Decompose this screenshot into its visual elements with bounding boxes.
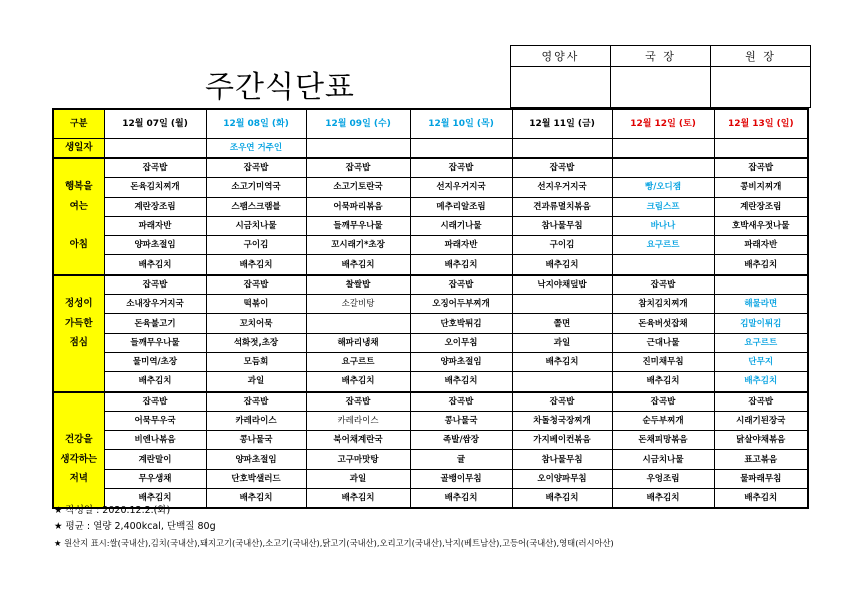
breakfast-menu-cell: 파래자반 (410, 236, 512, 255)
birthday-cell: 조우연 거주인 (206, 139, 306, 159)
approval-sign-cell (511, 67, 611, 108)
lunch-menu-cell: 참치김치찌개 (612, 295, 714, 314)
approval-sign-cell (611, 67, 711, 108)
breakfast-menu-cell: 배추김치 (104, 255, 206, 275)
dinner-menu-cell: 닭살야채볶음 (714, 431, 808, 450)
breakfast-menu-cell: 배추김치 (206, 255, 306, 275)
dinner-menu-cell: 잡곡밥 (206, 392, 306, 412)
note-date: ★ 작성일 : 2020.12.2.(화) (54, 505, 171, 516)
birthday-cell (306, 139, 410, 159)
breakfast-menu-cell: 양파초절임 (104, 236, 206, 255)
breakfast-menu-cell: 콩비지찌개 (714, 178, 808, 197)
breakfast-row (53, 197, 808, 216)
breakfast-menu-cell: 배추김치 (512, 255, 612, 275)
lunch-menu-cell: 김말이튀김 (714, 314, 808, 333)
breakfast-menu-cell: 선지우거지국 (512, 178, 612, 197)
lunch-menu-cell: 잡곡밥 (612, 275, 714, 295)
breakfast-menu-cell: 잡곡밥 (306, 158, 410, 178)
dinner-menu-cell: 참나물무침 (512, 450, 612, 469)
dinner-row (53, 392, 808, 412)
dinner-menu-cell: 어묵무우국 (104, 411, 206, 430)
dinner-menu-cell: 시래기된장국 (714, 411, 808, 430)
breakfast-menu-cell: 배추김치 (714, 255, 808, 275)
breakfast-menu-cell: 메추리알조림 (410, 197, 512, 216)
breakfast-label: 아침 (53, 236, 104, 255)
approval-header-head: 원 장 (711, 46, 811, 67)
lunch-row (53, 314, 808, 333)
lunch-row (53, 275, 808, 295)
breakfast-menu-cell: 구이김 (206, 236, 306, 255)
breakfast-menu-cell (612, 158, 714, 178)
breakfast-menu-cell: 견과류멸치볶음 (512, 197, 612, 216)
dinner-menu-cell: 비엔나볶음 (104, 431, 206, 450)
breakfast-menu-cell: 잡곡밥 (410, 158, 512, 178)
dinner-menu-cell: 잡곡밥 (104, 392, 206, 412)
dinner-menu-cell: 배추김치 (104, 489, 206, 509)
dinner-label: 건강을 (53, 431, 104, 450)
breakfast-menu-cell: 선지우거지국 (410, 178, 512, 197)
lunch-menu-cell: 돈육버섯잡채 (612, 314, 714, 333)
breakfast-menu-cell: 시래기나물 (410, 216, 512, 235)
dinner-menu-cell: 잡곡밥 (714, 392, 808, 412)
lunch-row (53, 372, 808, 392)
lunch-menu-cell (512, 372, 612, 392)
breakfast-menu-cell: 계란장조림 (714, 197, 808, 216)
dinner-menu-cell: 무우생채 (104, 469, 206, 488)
dinner-label (53, 392, 104, 412)
dinner-row (53, 431, 808, 450)
lunch-menu-cell: 물미역/초장 (104, 352, 206, 371)
lunch-menu-cell: 돈육불고기 (104, 314, 206, 333)
breakfast-menu-cell: 돈육김치찌개 (104, 178, 206, 197)
lunch-row (53, 295, 808, 314)
breakfast-row (53, 255, 808, 275)
breakfast-row (53, 216, 808, 235)
breakfast-menu-cell: 호박새우젓나물 (714, 216, 808, 235)
day-header: 12월 09일 (수) (306, 109, 410, 139)
breakfast-menu-cell: 잡곡밥 (104, 158, 206, 178)
dinner-menu-cell: 배추김치 (612, 489, 714, 509)
breakfast-menu-cell: 꼬시래기*초장 (306, 236, 410, 255)
lunch-label: 가득한 (53, 314, 104, 333)
dinner-menu-cell: 시금치나물 (612, 450, 714, 469)
day-header: 12월 10일 (목) (410, 109, 512, 139)
lunch-menu-cell: 근대나물 (612, 333, 714, 352)
lunch-label: 점심 (53, 333, 104, 352)
lunch-menu-cell: 해파리냉채 (306, 333, 410, 352)
header-row (53, 109, 808, 139)
breakfast-menu-cell (612, 255, 714, 275)
lunch-menu-cell: 잡곡밥 (410, 275, 512, 295)
breakfast-menu-cell: 어묵파리볶음 (306, 197, 410, 216)
lunch-menu-cell: 소내장우거지국 (104, 295, 206, 314)
breakfast-menu-cell: 파래자반 (104, 216, 206, 235)
breakfast-menu-cell: 잡곡밥 (714, 158, 808, 178)
dinner-menu-cell: 카레라이스 (206, 411, 306, 430)
dinner-menu-cell: 가지베이컨볶음 (512, 431, 612, 450)
lunch-menu-cell: 잡곡밥 (206, 275, 306, 295)
dinner-menu-cell: 고구마맛탕 (306, 450, 410, 469)
breakfast-menu-cell: 파래자반 (714, 236, 808, 255)
dinner-menu-cell: 잡곡밥 (306, 392, 410, 412)
lunch-label: 정성이 (53, 295, 104, 314)
dinner-menu-cell: 골뱅이무침 (410, 469, 512, 488)
breakfast-menu-cell: 바나나 (612, 216, 714, 235)
dinner-menu-cell: 순두부찌개 (612, 411, 714, 430)
breakfast-menu-cell: 잡곡밥 (206, 158, 306, 178)
dinner-menu-cell: 계란말이 (104, 450, 206, 469)
day-header: 12월 11일 (금) (512, 109, 612, 139)
dinner-menu-cell: 귤 (410, 450, 512, 469)
dinner-menu-cell: 물파래무침 (714, 469, 808, 488)
day-header: 12월 08일 (화) (206, 109, 306, 139)
dinner-menu-cell: 잡곡밥 (512, 392, 612, 412)
breakfast-menu-cell: 잡곡밥 (512, 158, 612, 178)
birthday-cell (104, 139, 206, 159)
birthday-row (53, 139, 808, 159)
dinner-menu-cell: 카레라이스 (306, 411, 410, 430)
lunch-label (53, 372, 104, 392)
dinner-menu-cell: 우엉조림 (612, 469, 714, 488)
weekly-menu-table (52, 108, 809, 509)
dinner-row (53, 411, 808, 430)
day-header: 12월 12일 (토) (612, 109, 714, 139)
lunch-menu-cell: 낙지야채덮밥 (512, 275, 612, 295)
page-title: 주간식단표 (205, 70, 355, 105)
lunch-menu-cell: 배추김치 (512, 352, 612, 371)
note-average: ★ 평균 : 열량 2,400kcal, 단백질 80g (54, 521, 216, 532)
birthday-label: 생일자 (53, 139, 104, 159)
breakfast-label: 행복을 (53, 178, 104, 197)
breakfast-row (53, 158, 808, 178)
lunch-label (53, 352, 104, 371)
lunch-menu-cell: 쫄면 (512, 314, 612, 333)
lunch-menu-cell: 꼬치어묵 (206, 314, 306, 333)
dinner-menu-cell: 차돌청국장찌개 (512, 411, 612, 430)
approval-box (510, 45, 811, 108)
dinner-menu-cell: 콩나물국 (206, 431, 306, 450)
dinner-menu-cell: 북어채계란국 (306, 431, 410, 450)
breakfast-menu-cell: 구이김 (512, 236, 612, 255)
header-label: 구분 (53, 109, 104, 139)
dinner-menu-cell: 양파초절임 (206, 450, 306, 469)
lunch-label (53, 275, 104, 295)
lunch-menu-cell: 오징어두부찌개 (410, 295, 512, 314)
dinner-menu-cell: 콩나물국 (410, 411, 512, 430)
approval-header-nutritionist: 영양사 (511, 46, 611, 67)
lunch-menu-cell: 양파초절임 (410, 352, 512, 371)
breakfast-menu-cell: 소고기토란국 (306, 178, 410, 197)
dinner-menu-cell: 배추김치 (512, 489, 612, 509)
lunch-row (53, 352, 808, 371)
day-header: 12월 07일 (월) (104, 109, 206, 139)
dinner-label (53, 411, 104, 430)
approval-sign-cell (711, 67, 811, 108)
breakfast-menu-cell: 계란장조림 (104, 197, 206, 216)
lunch-menu-cell: 소갈비탕 (306, 295, 410, 314)
note-origin: ★ 원산지 표시:쌀(국내산),김치(국내산),돼지고기(국내산),소고기(국내산),닭고기(국내산),오리고기(국내산),낙지(베트남산),고등어(국내산),영태(러시아산) (54, 538, 614, 548)
birthday-cell (512, 139, 612, 159)
lunch-menu-cell: 단호박튀김 (410, 314, 512, 333)
lunch-menu-cell: 잡곡밥 (104, 275, 206, 295)
lunch-menu-cell: 해물라면 (714, 295, 808, 314)
breakfast-label (53, 158, 104, 178)
approval-header-director: 국 장 (611, 46, 711, 67)
breakfast-menu-cell: 참나물무침 (512, 216, 612, 235)
dinner-menu-cell: 돈채피망볶음 (612, 431, 714, 450)
breakfast-row (53, 178, 808, 197)
dinner-menu-cell: 잡곡밥 (410, 392, 512, 412)
breakfast-menu-cell: 들깨무우나물 (306, 216, 410, 235)
dinner-menu-cell: 배추김치 (714, 489, 808, 509)
dinner-menu-cell: 배추김치 (410, 489, 512, 509)
notes (54, 503, 614, 551)
lunch-menu-cell: 배추김치 (410, 372, 512, 392)
lunch-menu-cell: 배추김치 (714, 372, 808, 392)
dinner-menu-cell: 오이양파무침 (512, 469, 612, 488)
breakfast-menu-cell: 스팸스크램블 (206, 197, 306, 216)
lunch-row (53, 333, 808, 352)
lunch-menu-cell (714, 275, 808, 295)
dinner-menu-cell: 표고볶음 (714, 450, 808, 469)
breakfast-menu-cell: 배추김치 (410, 255, 512, 275)
breakfast-menu-cell: 소고기미역국 (206, 178, 306, 197)
lunch-menu-cell: 과일 (206, 372, 306, 392)
lunch-menu-cell: 과일 (512, 333, 612, 352)
dinner-row (53, 450, 808, 469)
dinner-menu-cell: 족발/쌈장 (410, 431, 512, 450)
lunch-menu-cell: 배추김치 (104, 372, 206, 392)
birthday-cell (612, 139, 714, 159)
breakfast-menu-cell: 크림스프 (612, 197, 714, 216)
breakfast-row (53, 236, 808, 255)
lunch-menu-cell: 진미채무침 (612, 352, 714, 371)
lunch-menu-cell: 단무지 (714, 352, 808, 371)
breakfast-menu-cell: 요구르트 (612, 236, 714, 255)
breakfast-label: 여는 (53, 197, 104, 216)
lunch-menu-cell: 찰쌀밥 (306, 275, 410, 295)
birthday-cell (714, 139, 808, 159)
lunch-menu-cell: 모듬회 (206, 352, 306, 371)
lunch-menu-cell: 떡볶이 (206, 295, 306, 314)
breakfast-label (53, 216, 104, 235)
lunch-menu-cell: 석화젓,초장 (206, 333, 306, 352)
breakfast-label (53, 255, 104, 275)
birthday-cell (410, 139, 512, 159)
dinner-row (53, 469, 808, 488)
breakfast-menu-cell: 빵/오디잼 (612, 178, 714, 197)
lunch-menu-cell: 배추김치 (612, 372, 714, 392)
lunch-menu-cell: 오이무침 (410, 333, 512, 352)
lunch-menu-cell (306, 314, 410, 333)
dinner-menu-cell: 배추김치 (206, 489, 306, 509)
dinner-menu-cell: 배추김치 (306, 489, 410, 509)
breakfast-menu-cell: 시금치나물 (206, 216, 306, 235)
lunch-menu-cell: 들깨무우나물 (104, 333, 206, 352)
lunch-menu-cell: 요구르트 (714, 333, 808, 352)
breakfast-menu-cell: 배추김치 (306, 255, 410, 275)
lunch-menu-cell (512, 295, 612, 314)
dinner-menu-cell: 과일 (306, 469, 410, 488)
dinner-label: 저녁 (53, 469, 104, 488)
lunch-menu-cell: 배추김치 (306, 372, 410, 392)
day-header: 12월 13일 (일) (714, 109, 808, 139)
dinner-label: 생각하는 (53, 450, 104, 469)
dinner-menu-cell: 잡곡밥 (612, 392, 714, 412)
lunch-menu-cell: 요구르트 (306, 352, 410, 371)
dinner-menu-cell: 단호박샐러드 (206, 469, 306, 488)
